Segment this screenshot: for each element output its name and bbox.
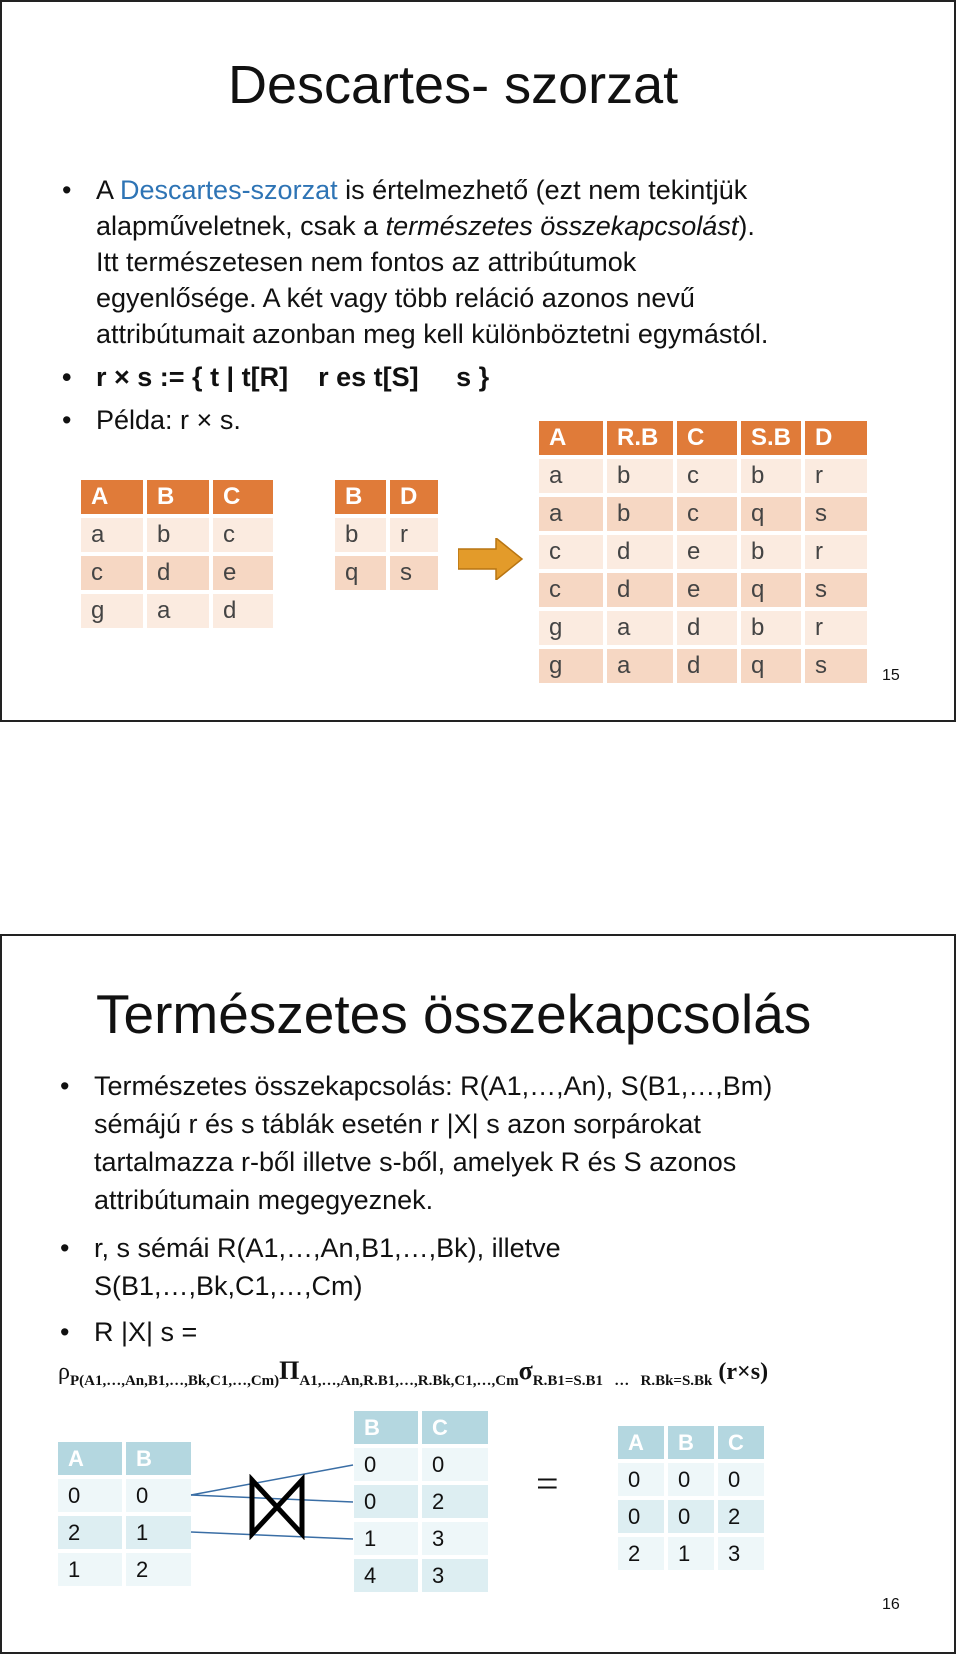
page-number: 16 [882,1596,900,1613]
table-row [79,554,275,592]
table-cell: c [537,571,605,609]
table-cell: d [605,571,675,609]
slide-descartes [0,0,956,722]
table-cell: a [605,647,675,685]
text: S(B1,…,Bk,C1,…,Cm) [94,1271,363,1301]
table-cell: g [79,592,145,630]
sigma-symbol: σ [518,1356,533,1385]
text: attribútumait azonban meg kell különböztetni egymástól. [96,319,769,349]
table-r [56,1440,193,1588]
table-cell: e [211,554,275,592]
text: attribútumain megegyeznek. [94,1185,434,1215]
table-cell: r [803,457,869,495]
table-row [616,1535,766,1572]
table-cell: 2 [56,1514,124,1551]
natural-join-icon [248,1474,306,1540]
table-row [352,1446,490,1483]
right-arrow-icon [458,538,524,580]
table-cell: 1 [56,1551,124,1588]
example-label: Példa: r × s. [96,405,241,435]
table-cell: 0 [420,1446,490,1483]
slide-title: Természetes összekapcsolás [96,983,812,1045]
table-s [333,478,440,592]
table-cell: d [675,609,739,647]
table-cell: d [675,647,739,685]
table-row [79,516,275,554]
table-cell: g [537,647,605,685]
table-cell: a [537,457,605,495]
sigma-subscript: R.B1=S.B1 … R.Bk=S.Bk [532,1373,713,1389]
table-row [56,1477,193,1514]
table-row [79,592,275,630]
column-header: R.B [605,419,675,457]
table-cell: a [537,495,605,533]
table-cell: 0 [616,1498,666,1535]
bullet-dot: • [62,362,72,392]
table-product-result [537,419,869,685]
table-row [537,457,869,495]
table-cell: a [145,592,211,630]
table-cell: d [145,554,211,592]
table-cell: 3 [420,1557,490,1594]
table-row [352,1520,490,1557]
table-cell: s [803,647,869,685]
table-cell: e [675,533,739,571]
table-row [537,571,869,609]
bullet-dot: • [62,175,72,205]
table-cell: s [803,495,869,533]
text: tartalmazza r-ből illetve s-ből, amelyek R és S azonos [94,1147,737,1177]
table-cell: b [739,533,803,571]
column-header: B [333,478,388,516]
descartes-link[interactable]: Descartes-szorzat [120,175,338,205]
table-row [352,1483,490,1520]
table-cell: 1 [666,1535,716,1572]
column-header: D [388,478,440,516]
column-header: C [420,1409,490,1446]
table-cell: d [605,533,675,571]
rho-subscript: P(A1,…,An,B1,…,Bk,C1,…,Cm) [69,1373,280,1389]
table-cell: 0 [124,1477,193,1514]
table-cell: 0 [352,1446,420,1483]
table-s [352,1409,490,1594]
table-cell: q [333,554,388,592]
text: egyenlősége. A két vagy több reláció azonos nevű [96,283,695,313]
table-cell: 2 [420,1483,490,1520]
table-cell: b [605,457,675,495]
table-cell: 0 [716,1461,766,1498]
table-cell: r [803,609,869,647]
table-row [537,495,869,533]
bullet-dot: • [62,405,72,435]
bullet-dot: • [60,1071,70,1101]
table-row [352,1557,490,1594]
table-cell: 2 [716,1498,766,1535]
pi-symbol: Π [279,1356,300,1385]
table-row [537,609,869,647]
formula-argument: (r×s) [718,1359,769,1385]
table-cell: 1 [124,1514,193,1551]
column-header: C [716,1424,766,1461]
pi-subscript: A1,…,An,R.B1,…,R.Bk,C1,…,Cm [299,1373,519,1389]
column-header: A [616,1424,666,1461]
table-cell: c [675,495,739,533]
bullet-dot: • [60,1317,70,1347]
table-cell: e [675,571,739,609]
table-cell: 3 [420,1520,490,1557]
table-cell: 0 [352,1483,420,1520]
table-cell: c [211,516,275,554]
text: A [96,175,121,205]
table-row [537,647,869,685]
bullet-dot: • [60,1233,70,1263]
text: ). [738,211,755,241]
column-header: D [803,419,869,457]
join-formula [58,1356,768,1390]
table-cell: 2 [124,1551,193,1588]
rho-symbol: ρ [58,1359,70,1385]
table-cell: 2 [616,1535,666,1572]
table-row [333,554,440,592]
table-cell: s [388,554,440,592]
table-cell: c [537,533,605,571]
column-header: A [56,1440,124,1477]
table-cell: 4 [352,1557,420,1594]
table-cell: g [537,609,605,647]
cartesian-formula: r × s := { t | t[R] r es t[S] s } [96,362,490,392]
table-cell: b [739,609,803,647]
table-cell: r [803,533,869,571]
table-cell: 0 [666,1498,716,1535]
table-cell: d [211,592,275,630]
table-cell: a [79,516,145,554]
slide-title: Descartes- szorzat [228,55,679,115]
table-cell: b [739,457,803,495]
table-r [79,478,275,630]
table-cell: q [739,647,803,685]
table-row [333,516,440,554]
text: alapműveletnek, csak a [96,211,386,241]
table-cell: c [675,457,739,495]
table-row [56,1551,193,1588]
table-cell: 0 [56,1477,124,1514]
column-header: B [666,1424,716,1461]
column-header: A [79,478,145,516]
equals-sign: = [536,1461,559,1506]
table-row [616,1498,766,1535]
text: Itt természetesen nem fontos az attribútumok [96,247,637,277]
table-cell: b [605,495,675,533]
text: sémájú r és s táblák esetén r |X| s azon sorpárokat [94,1109,701,1139]
text: Természetes összekapcsolás: R(A1,…,An), S(B1,…,Bm) [94,1071,773,1101]
table-join-result [616,1424,766,1572]
column-header: A [537,419,605,457]
table-row [616,1461,766,1498]
table-cell: b [333,516,388,554]
table-cell: r [388,516,440,554]
page-number: 15 [882,667,900,684]
table-row [56,1514,193,1551]
table-cell: s [803,571,869,609]
column-header: S.B [739,419,803,457]
column-header: B [145,478,211,516]
table-row [537,533,869,571]
table-cell: 3 [716,1535,766,1572]
table-cell: 0 [666,1461,716,1498]
table-cell: a [605,609,675,647]
column-header: B [352,1409,420,1446]
table-cell: c [79,554,145,592]
column-header: B [124,1440,193,1477]
table-cell: q [739,495,803,533]
text: is értelmezhető (ezt nem tekintjük [337,175,748,205]
text: r, s sémái R(A1,…,An,B1,…,Bk), illetve [94,1233,561,1263]
table-cell: q [739,571,803,609]
italic-text: természetes összekapcsolást [385,211,739,241]
column-header: C [675,419,739,457]
table-cell: 0 [616,1461,666,1498]
column-header: C [211,478,275,516]
table-cell: b [145,516,211,554]
table-cell: 1 [352,1520,420,1557]
text: R |X| s = [94,1317,198,1347]
